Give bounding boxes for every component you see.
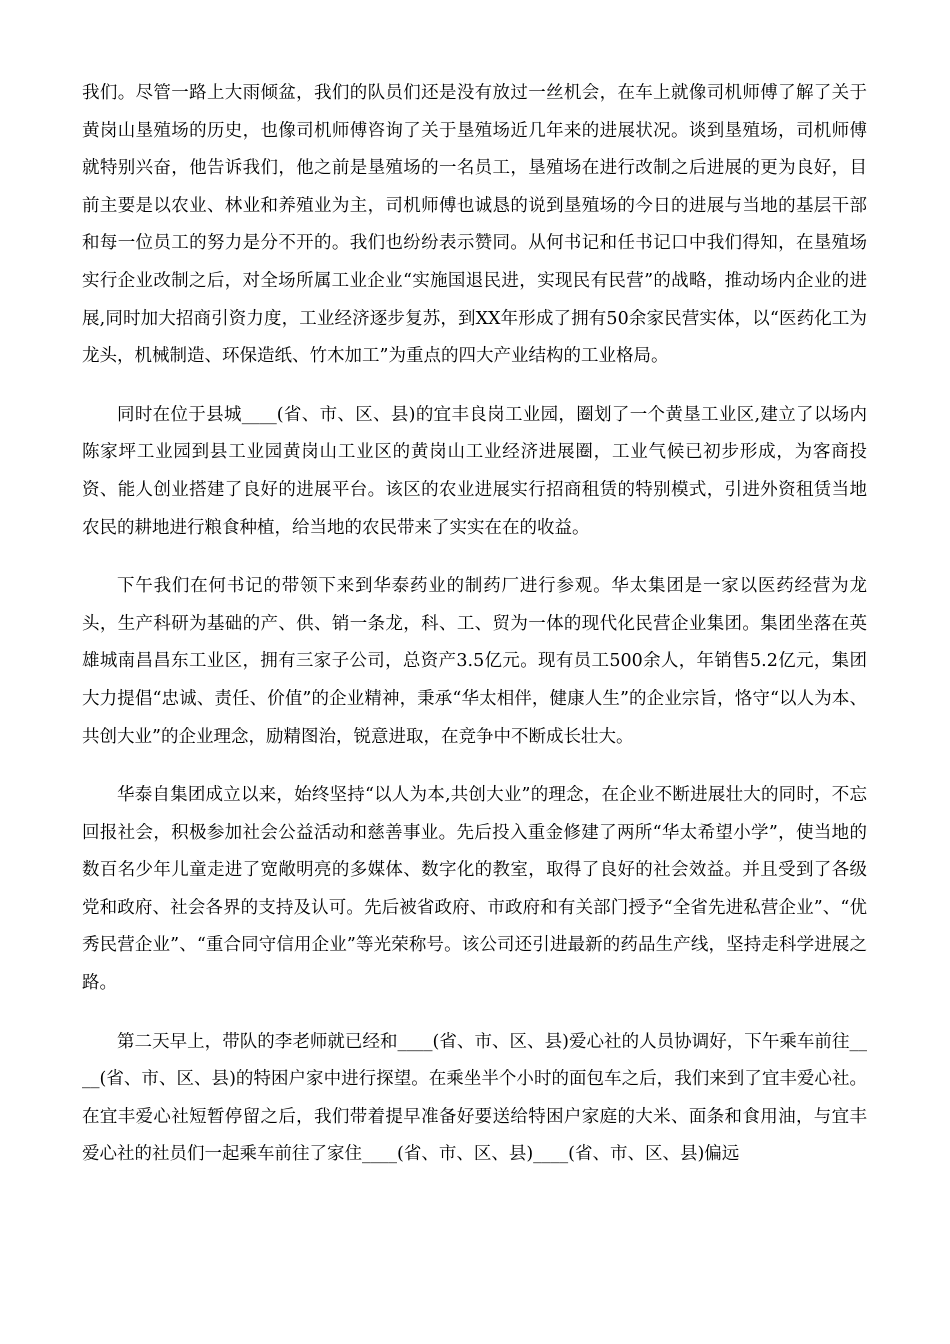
document-page [82, 75, 867, 1195]
paragraph-1: 我们。尽管一路上大雨倾盆，我们的队员们还是没有放过一丝机会，在车上就像司机师傅了解了关于黄岗山垦殖场的历史，也像司机师傅咨询了关于垦殖场近几年来的进展状况。谈到垦殖场，司机师傅就特别兴奋，他告诉我们，他之前是垦殖场的一名员工，垦殖场在进行改制之后进展的更为良好，目前主要是以农业、林业和养殖业为主，司机师傅也诚恳的说到垦殖场的今日的进展与当地的基层干部和每一位员工的努力是分不开的。我们也纷纷表示赞同。从何书记和任书记口中我们得知，在垦殖场实行企业改制之后，对全场所属工业企业“实施国退民进，实现民有民营”的战略，推动场内企业的进展,同时加大招商引资力度，工业经济逐步复苏，到XX年形成了拥有50余家民营实体，以“医药化工为龙头，机械制造、环保造纸、竹木加工”为重点的四大产业结构的工业格局。 [82, 83, 867, 367]
paragraph-5: 第二天早上，带队的李老师就已经和____(省、市、区、县)爱心社的人员协调好，下午乘车前往____(省、市、区、县)的特困户家中进行探望。在乘坐半个小时的面包车之后，我们来到了宜丰爱心社。在宜丰爱心社短暂停留之后，我们带着提早准备好要送给特困户家庭的大米、面条和食用油，与宜丰爱心社的社员们一起乘车前往了家住____(省、市、区、县)____(省、市、区、县)偏远 [82, 1031, 867, 1165]
paragraph-3: 下午我们在何书记的带领下来到华泰药业的制药厂进行参观。华太集团是一家以医药经营为龙头，生产科研为基础的产、供、销一条龙，科、工、贸为一体的现代化民营企业集团。集团坐落在英雄城南昌昌东工业区，拥有三家子公司，总资产3.5亿元。现有员工500余人，年销售5.2亿元，集团大力提倡“忠诚、责任、价值”的企业精神，秉承“华太相伴，健康人生”的企业宗旨，恪守“以人为本、共创大业”的企业理念，励精图治，锐意进取，在竞争中不断成长壮大。 [82, 576, 867, 747]
paragraph-4: 华泰自集团成立以来，始终坚持“以人为本,共创大业”的理念，在企业不断进展壮大的同时，不忘回报社会，积极参加社会公益活动和慈善事业。先后投入重金修建了两所“华太希望小学”，使当地的数百名少年儿童走进了宽敞明亮的多媒体、数字化的教室，取得了良好的社会效益。并且受到了各级党和政府、社会各界的支持及认可。先后被省政府、市政府和有关部门授予“全省先进私营企业”、“优秀民营企业”、“重合同守信用企业”等光荣称号。该公司还引进最新的药品生产线，坚持走科学进展之路。 [82, 785, 867, 994]
paragraph-2: 同时在位于县城____(省、市、区、县)的宜丰良岗工业园，圈划了一个黄垦工业区,建立了以场内陈家坪工业园到县工业园黄岗山工业区的黄岗山工业经济进展圈，工业气候已初步形成，为客商投资、能人创业搭建了良好的进展平台。该区的农业进展实行招商租赁的特别模式，引进外资租赁当地农民的耕地进行粮食种植，给当地的农民带来了实实在在的收益。 [82, 404, 867, 538]
